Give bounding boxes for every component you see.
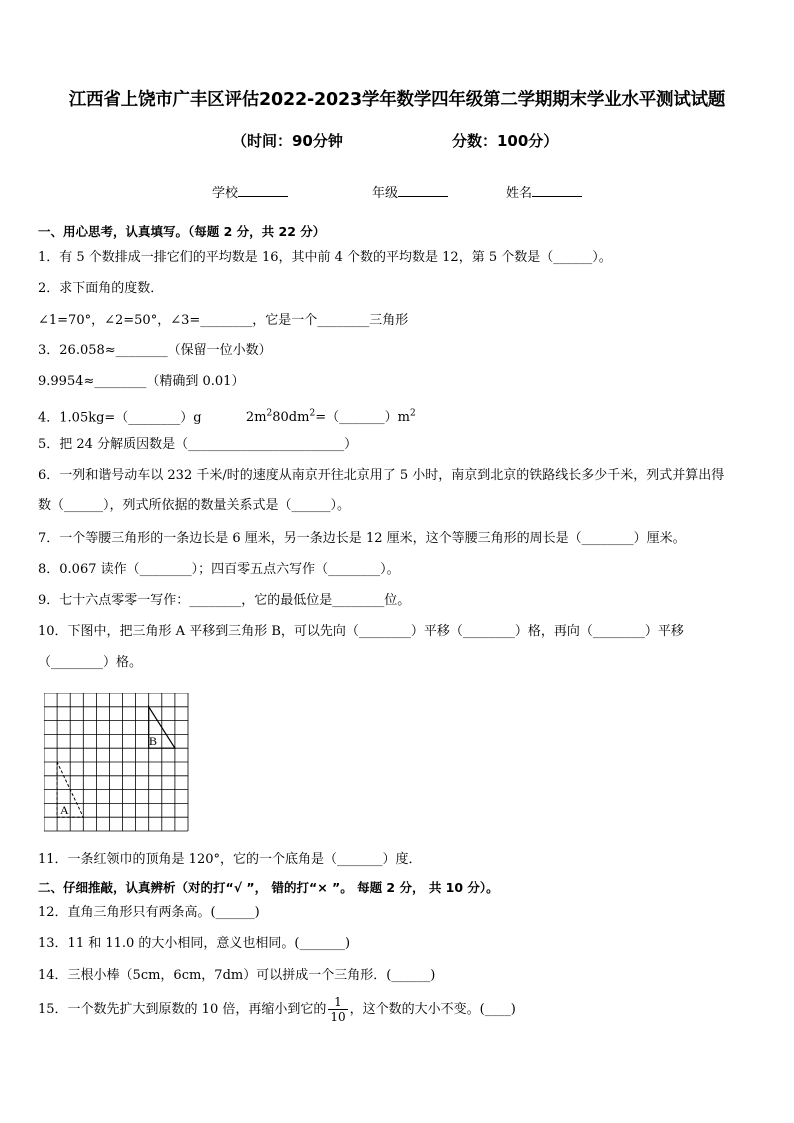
question-6-line2: 数（______），列式所依据的数量关系式是（______）。 xyxy=(38,498,351,513)
question-10-line2: （________）格。 xyxy=(38,655,143,670)
school-label: 学校 xyxy=(212,186,239,201)
grade-label: 年级 xyxy=(372,186,399,201)
question-13: 13．11 和 11.0 的大小相同，意义也相同。(_______) xyxy=(38,936,351,951)
question-9: 9．七十六点零零一写作：________，它的最低位是________位。 xyxy=(38,593,411,608)
fraction-one-tenth: $\frac{1}{10}$ xyxy=(330,995,346,1024)
section2-heading: 二、仔细推敲，认真辨析（对的打“√ ”， 错的打“× ”。 每题 2 分， 共 10 分）。 xyxy=(38,880,499,895)
section1-heading: 一、用心思考，认真填写。（每题 2 分，共 22 分） xyxy=(38,224,326,239)
question-5: 5．把 24 分解质因数是（________________________） xyxy=(38,437,358,452)
question-4-left: 4．1.05kg=（________）g xyxy=(38,410,202,426)
name-field xyxy=(506,182,582,201)
grade-field xyxy=(372,182,448,201)
question-6-line1: 6．一列和谐号动车以 232 千米/时的速度从南京开往北京用了 5 小时，南京到北京的铁路线长多少千米，列式并算出得 xyxy=(38,468,725,483)
question-2-body: ∠1=70°，∠2=50°，∠3=________，它是一个________三角形 xyxy=(38,313,409,328)
school-field xyxy=(212,182,288,201)
question-11: 11．一条红领巾的顶角是 120°，它的一个底角是（_______）度． xyxy=(38,852,422,867)
question-15 xyxy=(38,995,516,1025)
question-14: 14．三根小棒（5cm，6cm，7dm）可以拼成一个三角形．(______) xyxy=(38,968,436,983)
grade-blank[interactable] xyxy=(398,196,448,197)
question-4-right: $2m^280dm^2=(\_\_\_\_\_\_\_)m^2$ xyxy=(245,409,416,426)
question-2-prompt: 2．求下面角的度数． xyxy=(38,281,164,296)
exam-time: （时间：90分钟 xyxy=(232,132,343,150)
school-blank[interactable] xyxy=(238,196,288,197)
exam-score: 分数：100分） xyxy=(452,132,559,150)
question-4 xyxy=(38,405,416,427)
question-1: 1．有 5 个数排成一排它们的平均数是 16，其中前 4 个数的平均数是 12，第 5 个数是（______）。 xyxy=(38,250,612,265)
question-12: 12．直角三角形只有两条高。(______) xyxy=(38,905,260,920)
question-15-post: ，这个数的大小不变。(____) xyxy=(349,1002,516,1017)
exam-title: 江西省上饶市广丰区评估2022-2023学年数学四年级第二学期期末学业水平测试试题 xyxy=(68,90,726,110)
triangle-b-label: B xyxy=(149,734,158,748)
translation-grid-figure xyxy=(44,693,190,833)
question-3a: 3．26.058≈________（保留一位小数） xyxy=(38,343,272,358)
question-7: 7．一个等腰三角形的一条边长是 6 厘米，另一条边长是 12 厘米，这个等腰三角形的周长是（________）厘米。 xyxy=(38,531,686,546)
triangle-a-label: A xyxy=(60,803,69,817)
question-3b: 9.9954≈________（精确到 0.01） xyxy=(38,374,245,389)
name-blank[interactable] xyxy=(532,196,582,197)
question-10-line1: 10．下图中，把三角形 A 平移到三角形 B，可以先向（________）平移（________）格，再向（________）平移 xyxy=(38,624,684,639)
name-label: 姓名 xyxy=(506,186,533,201)
question-8: 8．0.067 读作（________）；四百零五点六写作（________）。 xyxy=(38,562,400,577)
question-15-pre: 15．一个数先扩大到原数的 10 倍，再缩小到它的 xyxy=(38,1002,327,1017)
